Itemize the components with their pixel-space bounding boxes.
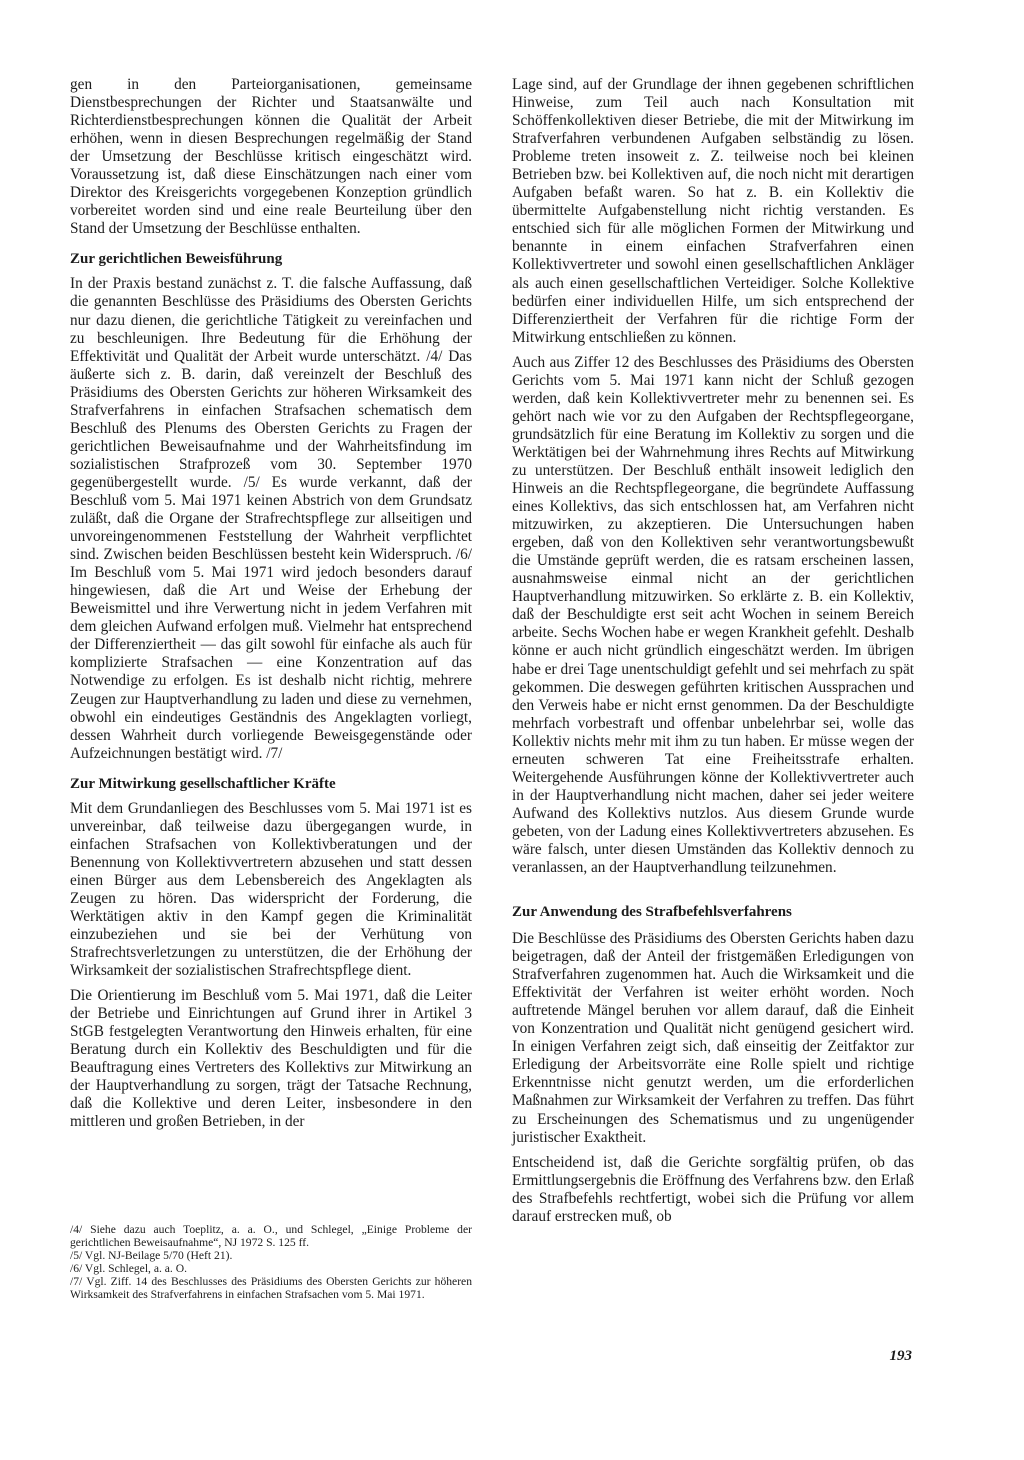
paragraph: Entscheidend ist, daß die Gerichte sorgfältig prüfen, ob das Ermittlungsergebnis die Eröffnung des Verfahrens bzw. den Erlaß des Strafbefehls rechtfertigt, wobei sich die Prüfung vor allem darauf erstrecken muß, ob [512, 1153, 914, 1225]
paragraph: Mit dem Grundanliegen des Beschlusses vom 5. Mai 1971 ist es unvereinbar, daß teilweise dazu übergegangen wurde, in einfachen Strafsachen von Kollektivberatungen und der Benennung von Kollektivvertretern abzusehen und statt dessen einen Bürger aus dem Lebensbereich des Angeklagten als Zeugen zu hören. Das widerspricht der Forderung, die Werktätigen aktiv in den Kampf gegen die Kriminalität einzubeziehen und sie bei der Verhütung von Strafrechtsverletzungen zu unterstützen, die der Erhöhung der Wirksamkeit der sozialistischen Strafrechtspflege dient. [70, 799, 472, 980]
left-column [70, 76, 472, 1139]
paragraph: In der Praxis bestand zunächst z. T. die falsche Auffassung, daß die genannten Beschlüsse des Präsidiums des Obersten Gerichts nur dazu dienen, die gerichtliche Tätigkeit zu vereinfachen und zu beschleunigen. Ihre Bedeutung für die Erhöhung der Effektivität und Qualität der Arbeit wurde unterschätzt. /4/ Das äußerte sich z. B. darin, daß vereinzelt der Beschluß des Präsidiums des Obersten Gerichts zur höheren Wirksamkeit des Strafverfahrens in einfachen Strafsachen schematisch dem Beschluß des Plenums des Obersten Gerichts zu Fragen der gerichtlichen Beweisaufnahme und der Wahrheitsfindung im sozialistischen Strafprozeß vom 30. September 1970 gegenübergestellt wurde. /5/ Es wurde verkannt, daß der Beschluß vom 5. Mai 1971 keinen Abstrich von dem Grundsatz zuläßt, daß die Organe der Strafrechtspflege zur allseitigen und unvoreingenommenen Feststellung der Wahrheit verpflichtet sind. Zwischen beiden Beschlüssen besteht kein Widerspruch. /6/ Im Beschluß vom 5. Mai 1971 wird jedoch besonders darauf hingewiesen, daß die Art und Weise der Erhebung der Beweismittel und ihre Verwertung nicht in jedem Verfahren mit dem gleichen Aufwand erfolgen muß. Vielmehr hat entsprechend der Differenziertheit — das gilt sowohl für einfache als auch für komplizierte Strafsachen — eine Konzentration auf das Notwendige zu erfolgen. Es ist deshalb nicht richtig, mehrere Zeugen zur Hauptverhandlung zu laden und diese zu vernehmen, obwohl ein eindeutiges Geständnis des Angeklagten vorliegt, dessen Wahrheit durch vorliegende Beweisgegenstände oder Aufzeichnungen bestätigt wird. /7/ [70, 275, 472, 762]
paragraph: Lage sind, auf der Grundlage der ihnen gegebenen schriftlichen Hinweise, zum Teil auch nach Konsultation mit Schöffenkollektiven dieser Betriebe, die mit der Mitwirkung im Strafverfahren verbundenen Aufgaben selbständig zu lösen. Probleme treten insoweit z. Z. teilweise noch bei kleinen Betrieben bzw. bei Kollektiven auf, die noch nicht mit derartigen Aufgaben befaßt waren. So hat z. B. ein Kollektiv die übermittelte Aufgabenstellung nicht richtig verstanden. Es entschied sich für alle möglichen Formen der Mitwirkung und benannte in einem einfachen Strafverfahren einen Kollektivvertreter und sowohl einen gesellschaftlichen Ankläger als auch einen gesellschaftlichen Verteidiger. Solche Kollektive bedürfen einer individuellen Hilfe, um sich entsprechend der Differenziertheit der Verfahren für die richtige Form der Mitwirkung entschließen zu können. [512, 76, 914, 346]
footnote: /6/ Vgl. Schlegel, a. a. O. [70, 1261, 187, 1275]
paragraph: Die Orientierung im Beschluß vom 5. Mai 1971, daß die Leiter der Betriebe und Einrichtungen auf Grund ihrer in Artikel 3 StGB festgelegten Verantwortung den Hinweis erhalten, für eine Beratung durch ein Kollektiv des Beschuldigten und für die Beauftragung eines Vertreters des Kollektivs zur Mitwirkung an der Hauptverhandlung zu sorgen, trägt der Tatsache Rechnung, daß die Kollektive und deren Leiter, insbesondere in den mittleren und großen Betrieben, in der [70, 987, 472, 1131]
paragraph: Die Beschlüsse des Präsidiums des Obersten Gerichts haben dazu beigetragen, daß der Anteil der fristgemäßen Erledigungen von Strafverfahren zugenommen hat. Auch die Wirksamkeit und die Effektivität der Verfahren ist weiter erhöht worden. Noch auftretende Mängel beruhen vor allem darauf, daß die Einheit von Konzentration und Qualität nicht genügend gesichert wird. In einigen Verfahren zeigt sich, daß einseitig der Zeitfaktor zur Erledigung der Arbeitsvorräte eine Rolle spielt und richtige Erkenntnisse nicht genutzt werden, um die erforderlichen Maßnahmen zur Wirksamkeit der Verfahren zu treffen. Das führt zu Erscheinungen des Schematismus und zu ungenügender juristischer Exaktheit. [512, 930, 914, 1146]
footnote: /4/ Siehe dazu auch Toeplitz, a. a. O., und Schlegel, „Einige Probleme der gerichtlichen Beweisaufnahme“, NJ 1972 S. 125 ff. [70, 1223, 472, 1249]
page-number: 193 [889, 1348, 912, 1364]
paragraph: Auch aus Ziffer 12 des Beschlusses des Präsidiums des Obersten Gerichts vom 5. Mai 1971 kann nicht der Schluß gezogen werden, daß kein Kollektivvertreter mehr zu benennen sei. Es gehört nach wie vor zu den Aufgaben der Rechtspflegeorgane, grundsätzlich für eine Beratung im Kollektiv zu sorgen und die Werktätigen bei der Wahrnehmung ihres Rechts auf Mitwirkung zu unterstützen. Der Beschluß enthält insoweit lediglich den Hinweis an die Rechtspflegeorgane, die begründete Auffassung eines Kollektivs, das sich entschlossen hat, am Verfahren nicht mitzuwirken, zu akzeptieren. Die Untersuchungen haben ergeben, daß von den Kollektiven sehr verantwortungsbewußt die Umstände geprüft werden, die es ratsam erscheinen lassen, ausnahmsweise einmal nicht an der gerichtlichen Hauptverhandlung mitzuwirken. So erklärte z. B. ein Kollektiv, daß der Beschuldigte erst seit acht Wochen in seinem Bereich arbeite. Sechs Wochen habe er wegen Krankheit gefehlt. Deshalb könne er auch nicht gründlich eingeschätzt werden. Im übrigen habe er drei Tage unentschuldigt gefehlt und sei mehrfach zu spät gekommen. Die deswegen geführten kritischen Aussprachen und den Verweis habe er nicht ernst genommen. Da der Beschuldigte mehrfach vorbestraft und offenbar unbelehrbar sei, wolle das Kollektiv nichts mehr mit ihm zu tun haben. Er müsse wegen der erneuten schweren Tat eine Freiheitsstrafe erhalten. Weitergehende Ausführungen könne der Kollektivvertreter auch in der Hauptverhandlung nicht machen, daher sei jeder weitere Aufwand des Kollektivs nutzlos. Aus diesem Grunde wurde gebeten, von der Ladung eines Kollektivvertreters abzusehen. Es wäre falsch, unter diesen Umständen das Kollektiv dennoch zu veranlassen, an der Hauptverhandlung teilzunehmen. [512, 353, 914, 877]
right-column [512, 76, 914, 1233]
section-heading: Zur Anwendung des Strafbefehlsverfahrens [512, 904, 792, 921]
footnotes [70, 1224, 472, 1301]
paragraph: gen in den Parteiorganisationen, gemeinsame Dienstbesprechungen der Richter und Staatsanwälte und Richterdienstbesprechungen können die Qualität der Arbeit erhöhen, wenn in diesen Besprechungen regelmäßig der Stand der Umsetzung der Beschlüsse kritisch eingeschätzt wird. Voraussetzung ist, daß diese Einschätzungen nach einer vom Direktor des Kreisgerichts vorgegebenen Konzeption gründlich vorbereitet worden sind und eine reale Beurteilung über den Stand der Umsetzung der Beschlüsse enthalten. [70, 76, 472, 238]
footnote: /7/ Vgl. Ziff. 14 des Beschlusses des Präsidiums des Obersten Gerichts zur höheren Wirksamkeit des Strafverfahrens in einfachen Strafsachen vom 5. Mai 1971. [70, 1274, 472, 1301]
section-heading: Zur gerichtlichen Beweisführung [70, 251, 283, 268]
footnote: /5/ Vgl. NJ-Beilage 5/70 (Heft 21). [70, 1248, 233, 1262]
section-heading: Zur Mitwirkung gesellschaftlicher Kräfte [70, 775, 336, 792]
